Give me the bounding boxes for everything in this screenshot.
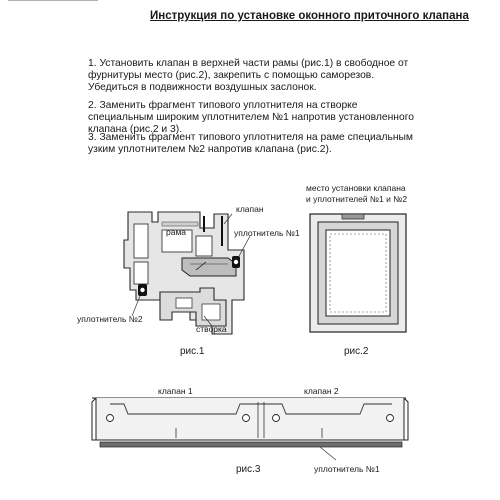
fig1-profile-drawing	[77, 204, 300, 357]
fig1-label-seal1: уплотнитель №1	[234, 228, 300, 238]
fig1-label-valve: клапан	[236, 204, 264, 214]
fig2-caption: рис.2	[344, 346, 369, 357]
fig1-label-seal2: уплотнитель №2	[77, 314, 143, 324]
fig3-label-valve2: клапан 2	[304, 386, 339, 396]
paragraph-step-3: 3. Заменить фрагмент типового уплотнителя на раме специальным узким уплотнителем №2 напротив клапана (рис.2).	[88, 132, 413, 155]
fig3-valve-drawing	[92, 386, 408, 475]
fig3-caption: рис.3	[236, 464, 261, 475]
fig1-label-frame: рама	[166, 227, 187, 237]
fig2-label-line1: место установки клапана	[306, 183, 406, 193]
fig1-caption: рис.1	[180, 346, 205, 357]
fig2-valve-location	[342, 214, 364, 219]
fig2-label-line2: и уплотнителей №1 и №2	[306, 194, 408, 204]
fig3-label-seal1: уплотнитель №1	[314, 464, 380, 474]
fig2-window-drawing	[306, 183, 407, 357]
paragraph-step-2: 2. Заменить фрагмент типового уплотнителя на створке специальным широким уплотнителем №1 напротив установленного клапана (рис.2 и 3).	[88, 100, 414, 135]
fig1-label-sash: створка	[196, 324, 227, 334]
page-title: Инструкция по установке оконного приточного клапана	[150, 10, 469, 22]
fig3-label-valve1: клапан 1	[158, 386, 193, 396]
paragraph-step-1: 1. Установить клапан в верхней части рамы (рис.1) в свободное от фурнитуры место (рис.2), закрепить с помощью саморезов. Убедиться в подвижности воздушных заслонок.	[88, 58, 409, 93]
fig3-seal1-strip	[100, 442, 402, 447]
